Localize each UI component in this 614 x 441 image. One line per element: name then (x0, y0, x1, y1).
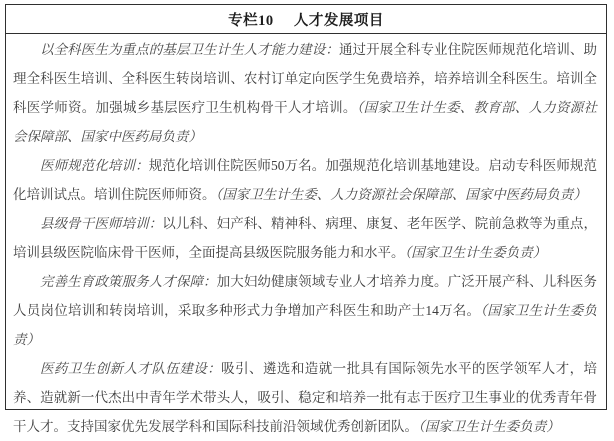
paragraph-lead: 县级骨干医师培训： (40, 216, 163, 231)
paragraph-lead: 以全科医生为重点的基层卫生计生人才能力建设： (40, 42, 339, 57)
paragraph-general-practitioners (13, 35, 597, 151)
paragraph-county-key-doctors (13, 209, 597, 267)
feature-box-title-name: 人才发展项目 (293, 12, 384, 29)
feature-box (5, 4, 607, 434)
paragraph-birth-policy-support (13, 267, 597, 354)
paragraph-attribution: （国家卫生计生委、人力资源社会保障部、国家中医药局负责） (215, 187, 587, 202)
paragraph-attribution: （国家卫生计生委负责） (404, 245, 547, 260)
paragraph-text: 规范化培训住院医师50万名。加强规范化培训基地建设。启动专科医师规范化培训试点。培训住院医师师资。 (13, 158, 598, 202)
paragraph-innovation-talent (13, 354, 597, 441)
paragraph-text: 加大妇幼健康领域专业人才培养力度。广泛开展产科、儿科医务人员岗位培训和转岗培训，采取多种形式力争增加产科医生和助产士14万名。 (13, 274, 598, 318)
paragraph-attribution: （国家卫生计生委负责） (13, 303, 597, 347)
feature-box-body (6, 34, 606, 441)
paragraph-lead: 完善生育政策服务人才保障： (40, 274, 217, 289)
paragraph-attribution: （国家卫生计生委负责） (418, 419, 560, 434)
paragraph-attribution: （国家卫生计生委、教育部、人力资源社会保障部、国家中医药局负责） (13, 100, 598, 144)
paragraph-lead: 医师规范化培训： (40, 158, 149, 173)
paragraph-text: 吸引、遴选和造就一批具有国际领先水平的医学领军人才，培养、造就新一代杰出中青年学术带头人，吸引、稳定和培养一批有志于医疗卫生事业的优秀青年骨干人才。支持国家优先发展学科和国际科技前沿领域优秀创新团队。 (13, 361, 598, 434)
paragraph-lead: 医药卫生创新人才队伍建设： (40, 361, 222, 376)
paragraph-standardized-training (13, 151, 597, 209)
feature-box-title (6, 5, 606, 34)
paragraph-text: 以儿科、妇产科、精神科、病理、康复、老年医学、院前急救等为重点，培训县级医院临床骨干医师，全面提高县级医院服务能力和水平。 (13, 216, 598, 260)
feature-box-title-label: 专栏10 (228, 12, 274, 29)
paragraph-text: 通过开展全科专业住院医师规范化培训、助理全科医生培训、全科医生转岗培训、农村订单定向医学生免费培养，培养培训全科医生。培训全科医学师资。加强城乡基层医疗卫生机构骨干人才培训。 (13, 42, 598, 115)
